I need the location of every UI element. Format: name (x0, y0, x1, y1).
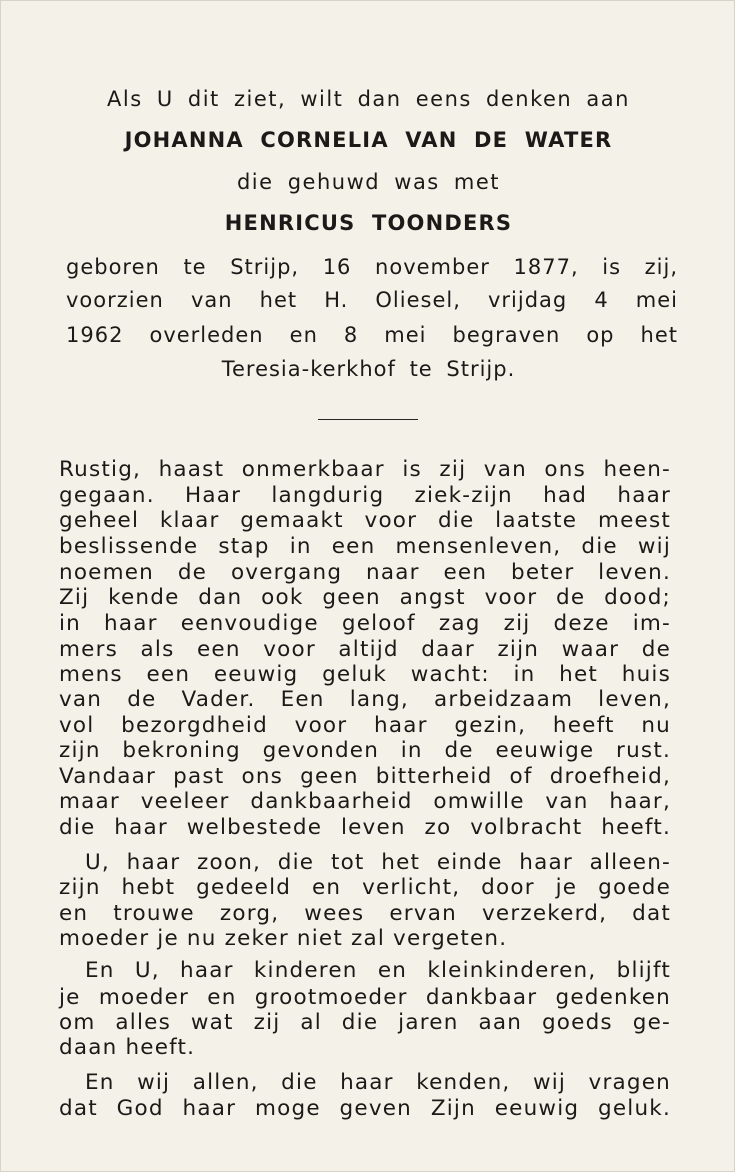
text-line: maar veeleer dankbaarheid omwille van haar, (59, 789, 671, 814)
text-line: Zij kende dan ook geen angst voor de dood; (59, 585, 671, 610)
text-line: mens een eeuwig geluk wacht: in het huis (59, 662, 671, 687)
text-line: om alles wat zij al die jaren aan goeds ge- (59, 1010, 671, 1035)
text-line: gegaan. Haar langdurig ziek-zijn had haar (59, 483, 671, 508)
text-line: zijn bekroning gevonden in de eeuwige rust. (59, 738, 671, 763)
biography-line: Teresia-kerkhof te Strijp. (221, 357, 516, 381)
married-phrase: die gehuwd was met (236, 170, 501, 194)
text-line: zijn hebt gedeeld en verlicht, door je goede (59, 875, 671, 900)
text-line: dat God haar moge geven Zijn eeuwig geluk. (59, 1096, 671, 1121)
text-line: in haar eenvoudige geloof zag zij deze im- (59, 611, 671, 636)
text-line: Rustig, haast onmerkbaar is zij van ons heen- (59, 457, 671, 482)
text-line: U, haar zoon, die tot het einde haar alleen- (85, 850, 671, 875)
text-line: en trouwe zorg, wees ervan verzekerd, dat (59, 901, 671, 926)
text-line: geheel klaar gemaakt voor die laatste meest (59, 508, 671, 533)
text-line: Vandaar past ons geen bitterheid of droefheid, (59, 764, 671, 789)
biography-line: 1962 overleden en 8 mei begraven op het (66, 323, 678, 347)
text-line: die haar welbestede leven zo volbracht heeft. (59, 815, 671, 840)
text-line: En U, haar kinderen en kleinkinderen, blijft (85, 958, 671, 983)
deceased-name: JOHANNA CORNELIA VAN DE WATER (124, 128, 613, 152)
text-line: moeder je nu zeker niet zal vergeten. (59, 926, 508, 951)
text-line: vol bezorgdheid voor haar gezin, heeft nu (59, 713, 671, 738)
text-line: beslissende stap in een mensenleven, die wij (59, 534, 671, 559)
text-line: je moeder en grootmoeder dankbaar gedenken (59, 985, 671, 1010)
biography-line: voorzien van het H. Oliesel, vrijdag 4 mei (66, 288, 678, 312)
spouse-name: HENRICUS TOONDERS (224, 211, 513, 235)
text-line: En wij allen, die haar kenden, wij vragen (85, 1070, 671, 1095)
text-line: noemen de overgang naar een beter leven. (59, 560, 671, 585)
divider (318, 419, 418, 420)
intro-line: Als U dit ziet, wilt dan eens denken aan (107, 87, 630, 111)
text-line: mers als een voor altijd daar zijn waar de (59, 637, 671, 662)
text-line: daan heeft. (59, 1035, 196, 1060)
biography-line: geboren te Strijp, 16 november 1877, is zij, (66, 255, 678, 279)
text-line: van de Vader. Een lang, arbeidzaam leven, (59, 687, 671, 712)
